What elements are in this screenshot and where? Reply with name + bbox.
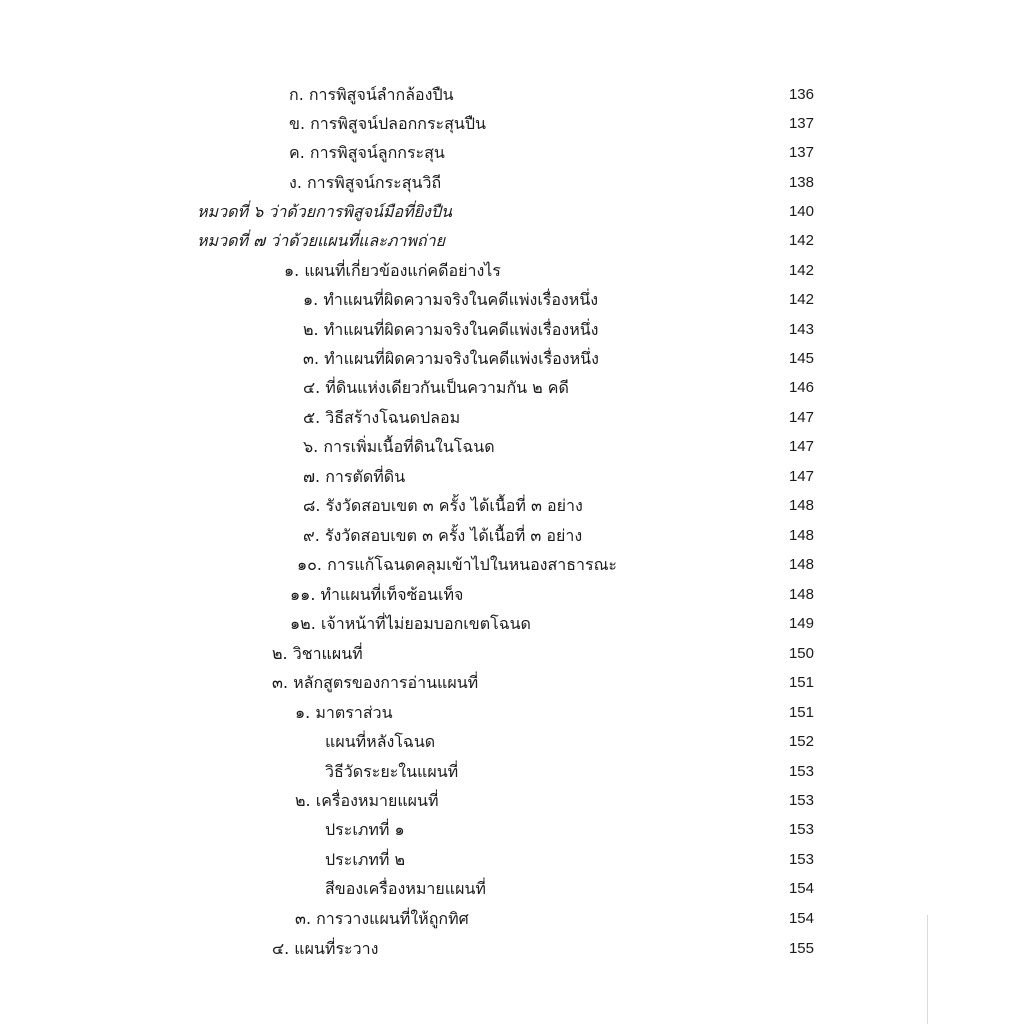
toc-entry-title: ๑๐. การแก้โฉนดคลุมเข้าไปในหนองสาธารณะ (297, 555, 618, 574)
toc-entry-page: 142 (788, 262, 814, 279)
toc-entry-title: วิธีวัดระยะในแผนที่ (325, 762, 459, 781)
page-edge-divider (927, 915, 928, 1024)
toc-entry-title: ๑. แผนที่เกี่ยวข้องแก่คดีอย่างไร (284, 261, 501, 280)
toc-entry-title: ๑๒. เจ้าหน้าที่ไม่ยอมบอกเขตโฉนด (290, 614, 531, 633)
toc-entry-title: แผนที่หลังโฉนด (325, 732, 436, 751)
toc-entry-page: 149 (788, 615, 814, 632)
toc-entry-page: 153 (788, 851, 814, 868)
toc-entry-title: ๒. วิชาแผนที่ (272, 644, 363, 663)
toc-chapter-heading (0, 202, 1024, 231)
toc-entry-title: ๑. ทำแผนที่ผิดความจริงในคดีแพ่งเรื่องหนึ่ง (303, 290, 599, 309)
toc-entry (0, 467, 1024, 496)
toc-entry (0, 320, 1024, 349)
toc-entry (0, 114, 1024, 143)
toc-entry (0, 290, 1024, 319)
toc-entry-page: 137 (788, 144, 814, 161)
toc-entry (0, 879, 1024, 908)
toc-entry (0, 496, 1024, 525)
toc-entry-page: 148 (788, 586, 814, 603)
toc-entry-page: 153 (788, 792, 814, 809)
toc-entry-title: สีของเครื่องหมายแผนที่ (325, 879, 486, 898)
toc-entry-page: 155 (788, 940, 814, 957)
toc-entry-page: 153 (788, 763, 814, 780)
toc-entry-title: ๕. วิธีสร้างโฉนดปลอม (303, 408, 461, 427)
toc-entry (0, 85, 1024, 114)
toc-entry-page: 145 (788, 350, 814, 367)
toc-entry (0, 791, 1024, 820)
toc-chapter-heading (0, 231, 1024, 260)
toc-entry (0, 644, 1024, 673)
toc-entry (0, 349, 1024, 378)
toc-entry-title: ประเภทที่ ๑ (325, 820, 405, 839)
toc-entry-page: 136 (788, 86, 814, 103)
toc-entry-page: 140 (788, 203, 814, 220)
toc-entry (0, 378, 1024, 407)
toc-entry-title: ๓. การวางแผนที่ให้ถูกทิศ (295, 909, 469, 928)
toc-entry-page: 154 (788, 910, 814, 927)
toc-entry-title: ๖. การเพิ่มเนื้อที่ดินในโฉนด (303, 437, 495, 456)
toc-entry-page: 148 (788, 527, 814, 544)
toc-entry (0, 614, 1024, 643)
toc-entry-page: 147 (788, 438, 814, 455)
toc-entry (0, 703, 1024, 732)
toc-entry-page: 154 (788, 880, 814, 897)
toc-entry-page: 151 (788, 704, 814, 721)
toc-entry-title: ประเภทที่ ๒ (325, 850, 406, 869)
toc-entry-title: ๗. การตัดที่ดิน (303, 467, 406, 486)
toc-entry-title: ๓. หลักสูตรของการอ่านแผนที่ (272, 673, 479, 692)
toc-entry (0, 820, 1024, 849)
toc-entry (0, 143, 1024, 172)
toc-entry (0, 526, 1024, 555)
toc-entry-page: 146 (788, 379, 814, 396)
toc-entry-page: 147 (788, 409, 814, 426)
toc-entry (0, 437, 1024, 466)
toc-entry (0, 762, 1024, 791)
toc-entry (0, 909, 1024, 938)
toc-entry (0, 261, 1024, 290)
toc-entry-page: 151 (788, 674, 814, 691)
toc-entry (0, 850, 1024, 879)
toc-entry (0, 555, 1024, 584)
toc-entry-title: ๒. ทำแผนที่ผิดความจริงในคดีแพ่งเรื่องหนึ่ง (303, 320, 599, 339)
toc-entry-title: ง. การพิสูจน์กระสุนวิถี (289, 173, 442, 192)
toc-entry-title: ๙. รังวัดสอบเขต ๓ ครั้ง ได้เนื้อที่ ๓ อย่าง (303, 526, 583, 545)
toc-entry-title: หมวดที่ ๗ ว่าด้วยแผนที่และภาพถ่าย (197, 231, 445, 250)
toc-entry-page: 152 (788, 733, 814, 750)
toc-entry-page: 150 (788, 645, 814, 662)
toc-entry-title: ๑. มาตราส่วน (295, 703, 393, 722)
toc-entry-title: ก. การพิสูจน์ลำกล้องปืน (289, 85, 454, 104)
toc-entry-page: 148 (788, 497, 814, 514)
toc-entry-page: 153 (788, 821, 814, 838)
toc-entry-page: 148 (788, 556, 814, 573)
toc-entry-page: 147 (788, 468, 814, 485)
toc-entry (0, 173, 1024, 202)
toc-entry-page: 138 (788, 174, 814, 191)
toc-entry-title: ๑๑. ทำแผนที่เท็จซ้อนเท็จ (290, 585, 464, 604)
toc-entry-title: ๔. ที่ดินแห่งเดียวกันเป็นความกัน ๒ คดี (303, 378, 569, 397)
toc-entry-page: 142 (788, 291, 814, 308)
toc-entry-title: ๓. ทำแผนที่ผิดความจริงในคดีแพ่งเรื่องหนึ่ง (303, 349, 599, 368)
toc-entry (0, 732, 1024, 761)
toc-entry-title: หมวดที่ ๖ ว่าด้วยการพิสูจน์มือที่ยิงปืน (197, 202, 452, 221)
toc-entry-page: 143 (788, 321, 814, 338)
toc-entry-title: ๘. รังวัดสอบเขต ๓ ครั้ง ได้เนื้อที่ ๓ อย่าง (303, 496, 583, 515)
toc-entry-title: ค. การพิสูจน์ลูกกระสุน (289, 143, 445, 162)
toc-entry (0, 939, 1024, 968)
toc-entry (0, 673, 1024, 702)
toc-entry (0, 585, 1024, 614)
toc-entry-title: ๒. เครื่องหมายแผนที่ (295, 791, 439, 810)
toc-entry-page: 137 (788, 115, 814, 132)
toc-entry-page: 142 (788, 232, 814, 249)
toc-entry-title: ข. การพิสูจน์ปลอกกระสุนปืน (289, 114, 486, 133)
toc-entry (0, 408, 1024, 437)
toc-entry-title: ๔. แผนที่ระวาง (272, 939, 379, 958)
